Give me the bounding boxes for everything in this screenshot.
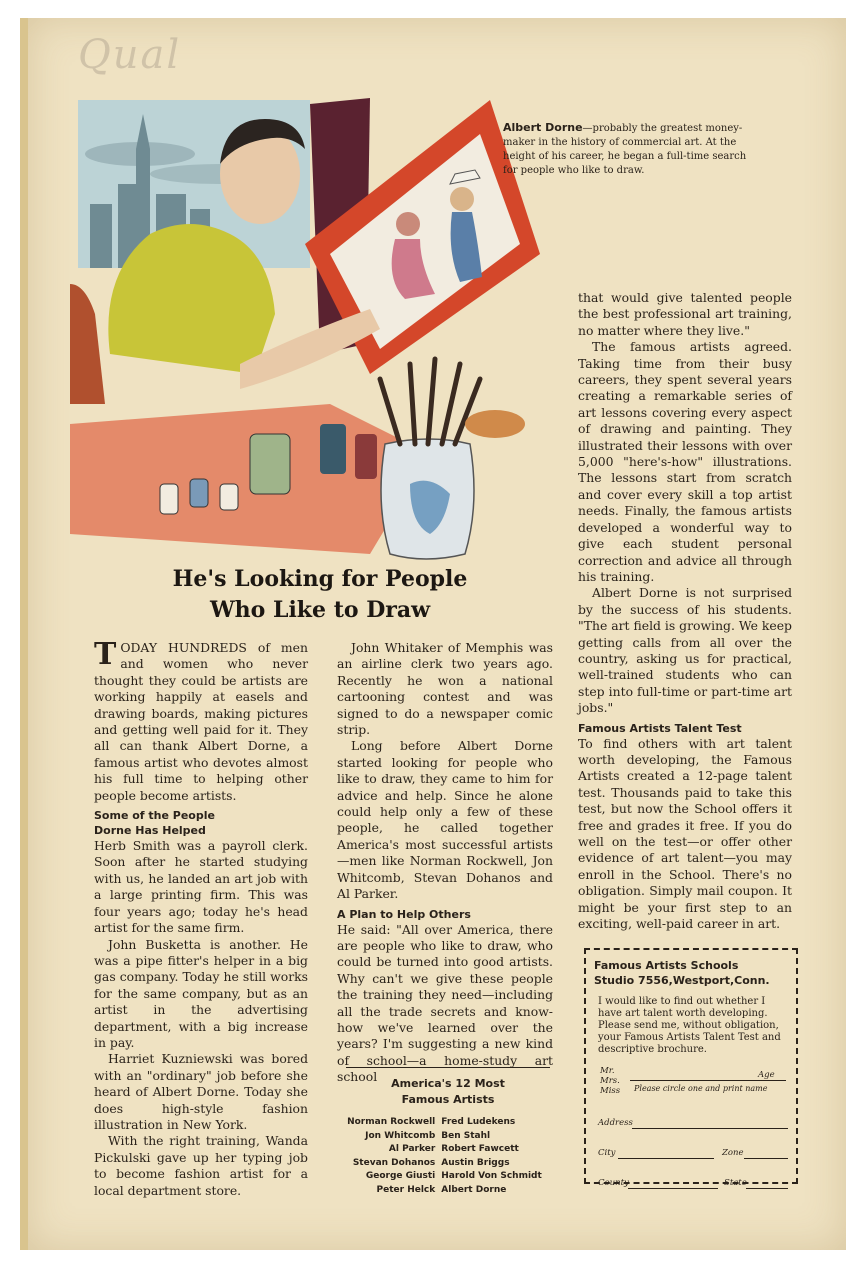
circle-instruction: Please circle one and print name: [634, 1084, 768, 1093]
coupon-school-name: Famous Artists Schools: [594, 959, 739, 972]
illustration-caption: [503, 121, 763, 178]
paragraph: The famous artists agreed. Taking time from their busy careers, they spent several years creating a remarkable series of art lessons covering every aspect of drawing and painting. They illustrated their lessons with over 5,000 "here's-how" illustrations. The lessons start from scratch and cover every skill a top artist needs. Finally, the famous artists developed a wonderful way to give each student personal correction and advice all through his training.: [578, 339, 792, 584]
address-line[interactable]: [632, 1128, 788, 1129]
paragraph: that would give talented people the best professional art training, no matter where they live.": [578, 290, 792, 338]
county-state-field[interactable]: [594, 1164, 788, 1194]
artist-name: Robert Fawcett: [441, 1144, 519, 1154]
subheading: Some of the People: [94, 809, 215, 823]
coupon-body: I would like to find out whether I have art talent worth developing. Please send me, without obligation, your Famous Artists Talent Test and descriptive brochure.: [598, 996, 781, 1055]
article-column-1: [94, 637, 308, 1199]
brushes: [380, 359, 480, 444]
paragraph: of men and women who never thought they could be artists are working happily at easels and drawing boards, making pictures and getting well paid for it. They all can thank Albert Dorne, a famous artist who devotes almost his full time to helping other people become artists.: [94, 640, 308, 803]
name-line[interactable]: [630, 1080, 786, 1081]
artist-name: Jon Whitcomb: [365, 1130, 436, 1141]
famous-artists-list: [338, 1067, 558, 1197]
divider: [346, 1067, 550, 1068]
artist-name: Albert Dorne: [441, 1184, 507, 1195]
subheading: Famous Artists Talent Test: [578, 721, 742, 735]
state-line[interactable]: [746, 1188, 788, 1189]
pencil-note: Qual: [78, 32, 182, 78]
paragraph: Albert Dorne is not surprised by the success of his students. "The art field is growing. We keep getting calls from all over the country, asking us for practical, well-trained students who can step into full-time or part-time art jobs.": [578, 585, 792, 716]
drop-cap: T: [94, 637, 117, 672]
paragraph: He said: "All over America, there are people who like to draw, who could be turned into good artists. Why can't we give these people the training they need—including all the trade secrets and know-how we've learned over the years? I'm suggesting a new kind of school—a home-study art school: [337, 921, 553, 1085]
paragraph: To find others with art talent worth developing, the Famous Artists created a 12-page talent test. Thousands paid to take this test, but now the School offers it free and grades it free. If you do well on the test—or offer other evidence of art talent—you may enroll in the School. There's no obligation. Simply mail coupon. It might be your first step to an exciting, well-paid career in art.: [578, 735, 792, 932]
caption-text: —probably the greatest money-maker in the history of commercial art. At the height of his career, he began a full-time search for people who like to draw.: [503, 123, 747, 176]
zone-line[interactable]: [744, 1158, 788, 1159]
artist-name: Fred Ludekens: [441, 1117, 516, 1127]
paragraph: Harriet Kuzniewski was bored with an "ordinary" job before she heard of Albert Dorne. Today she does high-style fashion illustration in New York.: [94, 1051, 308, 1132]
name-field[interactable]: [594, 1066, 788, 1104]
artist-name: Al Parker: [388, 1144, 436, 1154]
mail-coupon[interactable]: [584, 948, 798, 1188]
artist-name: George Giusti: [365, 1171, 436, 1181]
headline: [90, 564, 550, 626]
title-option-miss[interactable]: Miss: [600, 1086, 621, 1096]
state-label: State: [724, 1178, 747, 1188]
article-column-3: [578, 290, 792, 932]
article-column-2: [337, 640, 553, 1086]
artist-illustration: [70, 94, 550, 564]
paragraph: With the right training, Wanda Pickulski gave up her typing job to become fashion artist for a local department store.: [94, 1133, 308, 1198]
county-line[interactable]: [628, 1188, 718, 1189]
artist-name: Norman Rockwell: [347, 1117, 436, 1127]
paragraph: Long before Albert Dorne started looking for people who like to draw, they came to him for advice and help. Since he alone could help only a few of these people, he called together America's most successful artists—men like Norman Rockwell, Jon Whitcomb, Stevan Dohanos and Al Parker.: [337, 738, 553, 902]
age-label: Age: [758, 1070, 775, 1080]
city-zone-field[interactable]: [594, 1134, 788, 1164]
subheading: Dorne Has Helped: [94, 824, 206, 838]
subheading: A Plan to Help Others: [337, 907, 471, 921]
headline-line-1: He's Looking for People: [172, 566, 468, 592]
headline-line-2: Who Like to Draw: [209, 597, 431, 623]
list-title: Famous Artists: [401, 1093, 495, 1106]
artist-name: Harold Von Schmidt: [441, 1171, 542, 1181]
zone-label: Zone: [722, 1148, 744, 1158]
artist-name: Stevan Dohanos: [352, 1157, 436, 1168]
list-title: America's 12 Most: [391, 1077, 505, 1090]
city-line[interactable]: [618, 1158, 714, 1159]
lead-smallcaps: ODAY HUNDREDS: [120, 640, 247, 655]
artist-name: Austin Briggs: [441, 1157, 510, 1168]
address-field[interactable]: [594, 1106, 788, 1134]
title-option-mrs[interactable]: Mrs.: [600, 1076, 620, 1086]
county-label: County: [598, 1178, 629, 1188]
caption-name: Albert Dorne: [503, 121, 583, 134]
title-option-mr[interactable]: Mr.: [600, 1066, 615, 1076]
city-label: City: [598, 1148, 616, 1158]
address-label: Address: [598, 1118, 633, 1128]
artist-name: Peter Helck: [376, 1184, 436, 1195]
coupon-address: Studio 7556,Westport,Conn.: [594, 974, 770, 987]
artist-name: Ben Stahl: [441, 1130, 491, 1141]
paragraph: John Whitaker of Memphis was an airline clerk two years ago. Recently he won a national cartooning contest and was signed to do a newspaper comic strip.: [337, 640, 553, 738]
paragraph: John Busketta is another. He was a pipe fitter's helper in a big gas company. Today he still works for the same company, but as an artist in the advertising department, with a big increase in pay.: [94, 936, 308, 1050]
bowl: [465, 410, 525, 438]
paragraph: Herb Smith was a payroll clerk. Soon after he started studying with us, he landed an art job with a large printing firm. This was four years ago; today he's head artist for the same firm.: [94, 838, 308, 936]
